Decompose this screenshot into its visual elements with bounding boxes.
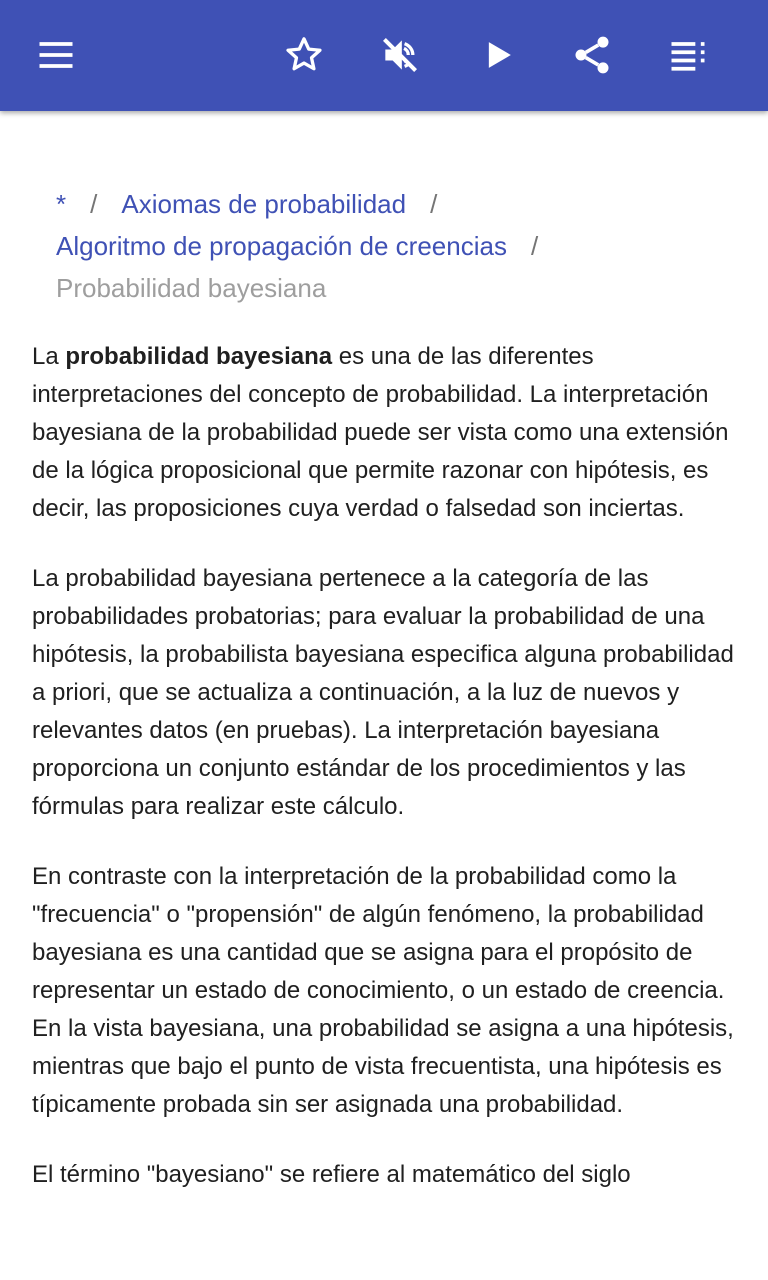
article-paragraph: La probabilidad bayesiana pertenece a la categoría de las probabilidades probatorias; para evaluar la probabilidad de una hipótesis, la probabilista bayesiana especifica alguna probabilidad a priori, que se actualiza a continuación, a la luz de nuevos y relevantes datos (en pruebas). La interpretación bayesiana proporciona un conjunto estándar de los procedimientos y las fórmulas para realizar este cálculo. (32, 565, 734, 820)
play-icon (476, 33, 520, 77)
playlist-button[interactable] (660, 27, 716, 83)
menu-icon (34, 33, 78, 77)
breadcrumb-separator: / (530, 231, 539, 261)
breadcrumb-link-algoritmo[interactable]: Algoritmo de propagación de creencias (56, 231, 507, 261)
breadcrumb-link-home[interactable]: * (56, 189, 67, 219)
share-icon (570, 33, 614, 77)
breadcrumb-current: Probabilidad bayesiana (56, 273, 327, 303)
article-paragraph (32, 338, 737, 528)
breadcrumb-separator: / (90, 189, 98, 219)
article-term: probabilidad bayesiana (65, 343, 333, 370)
article-body (32, 338, 737, 1226)
paragraph-lead: La (32, 343, 66, 370)
article-paragraph: El término "bayesiano" se refiere al matemático del siglo (32, 1161, 631, 1188)
app-toolbar (0, 0, 768, 111)
play-button[interactable] (470, 27, 526, 83)
breadcrumb (56, 183, 736, 309)
favorite-button[interactable] (276, 27, 332, 83)
star-icon (282, 33, 326, 77)
paragraph-rest: es una de las diferentes interpretaciones del concepto de probabilidad. La interpretación bayesiana de la probabilidad puede ser vista como una extensión de la lógica proposicional que permite razonar con hipótesis, es decir, las proposiciones cuya verdad o falsedad son inciertas. (32, 343, 729, 522)
article-paragraph: En contraste con la interpretación de la probabilidad como la "frecuencia" o "propensión" de algún fenómeno, la probabilidad bayesiana es una cantidad que se asigna para el propósito de representar un estado de conocimiento, o un estado de creencia. En la vista bayesiana, una probabilidad se asigna a una hipótesis, mientras que bajo el punto de vista frecuentista, una hipótesis es típicamente probada sin ser asignada una probabilidad. (32, 863, 734, 1118)
menu-button[interactable] (28, 27, 84, 83)
breadcrumb-link-axiomas[interactable]: Axiomas de probabilidad (121, 189, 407, 219)
mute-button[interactable] (372, 27, 428, 83)
breadcrumb-separator: / (430, 189, 438, 219)
share-button[interactable] (564, 27, 620, 83)
playlist-icon (666, 33, 710, 77)
volume-off-icon (378, 33, 422, 77)
